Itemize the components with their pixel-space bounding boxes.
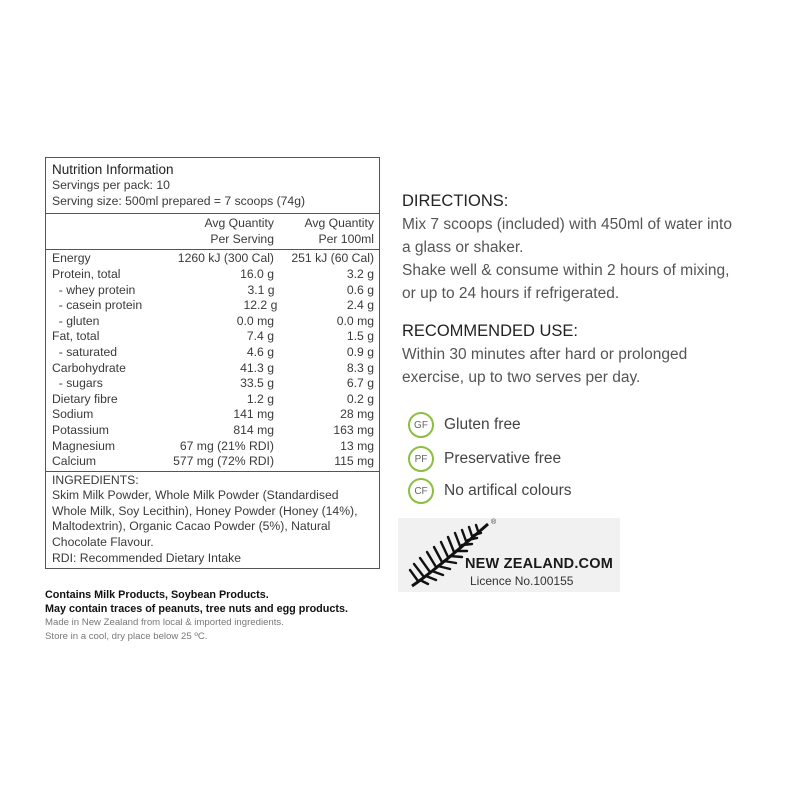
nutrient-row <box>52 361 374 377</box>
nutrient-name: Energy <box>52 251 91 266</box>
per-serving-value: 4.6 g <box>246 344 274 359</box>
registered-mark: ® <box>491 519 497 526</box>
recommended-use-section <box>402 320 742 389</box>
per-100ml-value: 0.6 g <box>346 282 374 297</box>
per-serving-value: 1260 kJ (300 Cal) <box>177 251 274 266</box>
may-contain-note: May contain traces of peanuts, tree nuts and egg products. <box>45 602 348 615</box>
per-100ml-value: 1.5 g <box>346 329 374 344</box>
nutrient-rows <box>46 250 379 471</box>
directions-text-1: Mix 7 scoops (included) with 450ml of water into a glass or shaker. <box>402 216 732 256</box>
nutrient-row <box>52 439 374 455</box>
pf-badge-icon: PF <box>408 446 434 472</box>
directions-text-2: Shake well & consume within 2 hours of mixing, or up to 24 hours if refrigerated. <box>402 262 730 302</box>
nutrition-title: Nutrition Information <box>52 162 174 177</box>
nutrient-row <box>52 314 374 330</box>
per-serving-value: 41.3 g <box>240 360 274 375</box>
nutrient-row <box>52 423 374 439</box>
nutrient-row <box>52 283 374 299</box>
per-100ml-value: 0.0 mg <box>336 313 374 328</box>
ingredients-section <box>46 472 379 569</box>
recommended-text: Within 30 minutes after hard or prolonged exercise, up to two serves per day. <box>402 346 688 386</box>
cf-badge-icon: CF <box>408 478 434 504</box>
nutrient-name: Calcium <box>52 454 97 469</box>
nutrient-name: Protein, total <box>52 266 121 281</box>
per-serving-value: 7.4 g <box>246 329 274 344</box>
gf-badge-icon: GF <box>408 412 434 438</box>
nutrient-name: Fat, total <box>52 329 100 344</box>
nutrition-panel <box>45 157 380 569</box>
servings-per-pack: Servings per pack: 10 <box>52 178 170 192</box>
nutrient-row <box>52 298 374 314</box>
nutrient-name: - sugars <box>52 376 103 391</box>
nutrient-row <box>52 251 374 267</box>
per-100ml-value: 28 mg <box>340 407 374 422</box>
feature-label: Gluten free <box>444 416 521 433</box>
per-100ml-value: 163 mg <box>333 422 374 437</box>
per-100ml-value: 2.4 g <box>346 298 374 313</box>
per-100ml-value: 3.2 g <box>346 266 374 281</box>
nutrient-name: Magnesium <box>52 438 115 453</box>
feature-no-artificial-colours <box>408 478 572 504</box>
feature-gluten-free <box>408 412 521 438</box>
per-100ml-value: 8.3 g <box>346 360 374 375</box>
nz-brand-text: NEW ZEALAND.COM <box>465 556 613 572</box>
feature-label: Preservative free <box>444 450 562 467</box>
per-serving-value: 577 mg (72% RDI) <box>173 454 274 469</box>
nutrient-row <box>52 329 374 345</box>
nutrient-name: Potassium <box>52 422 109 437</box>
per-serving-value: 1.2 g <box>246 391 274 406</box>
nutrient-name: Dietary fibre <box>52 391 118 406</box>
ingredients-text: Skim Milk Powder, Whole Milk Powder (Standardised Whole Milk, Soy Lecithin), Honey Powder (Honey (14%), Maltodextrin), Organic Cacao Powder (5%), Natural Chocolate Flavour. <box>52 488 358 550</box>
per-100ml-header-line2: Per 100ml <box>318 231 374 246</box>
per-serving-value: 67 mg (21% RDI) <box>179 438 274 453</box>
per-100ml-value: 0.9 g <box>346 344 374 359</box>
per-100ml-header <box>274 216 374 247</box>
per-serving-value: 141 mg <box>233 407 274 422</box>
nutrient-name: - whey protein <box>52 282 136 297</box>
feature-preservative-free <box>408 446 561 472</box>
storage-note: Store in a cool, dry place below 25 ºC. <box>45 630 208 642</box>
nutrient-row <box>52 407 374 423</box>
per-100ml-value: 0.2 g <box>346 391 374 406</box>
nutrient-name: - gluten <box>52 313 100 328</box>
per-serving-header-line2: Per Serving <box>210 231 274 246</box>
directions-section <box>402 190 742 305</box>
ingredients-label: INGREDIENTS: <box>52 472 139 487</box>
per-100ml-value: 115 mg <box>334 454 374 469</box>
column-headers <box>46 214 379 250</box>
per-100ml-value: 6.7 g <box>346 376 374 391</box>
directions-heading: DIRECTIONS: <box>402 192 509 210</box>
per-serving-header <box>134 216 274 247</box>
per-serving-header-line1: Avg Quantity <box>204 216 274 231</box>
nutrient-row <box>52 392 374 408</box>
recommended-heading: RECOMMENDED USE: <box>402 322 579 340</box>
per-serving-value: 0.0 mg <box>236 313 274 328</box>
nutrient-row <box>52 376 374 392</box>
nutrient-row <box>52 345 374 361</box>
rdi-note: RDI: Recommended Dietary Intake <box>52 550 241 565</box>
nutrition-header <box>46 158 379 214</box>
contains-note: Contains Milk Products, Soybean Products. <box>45 589 269 601</box>
nz-licence-text: Licence No.100155 <box>470 574 574 588</box>
serving-size: Serving size: 500ml prepared = 7 scoops (74g) <box>52 193 306 208</box>
new-zealand-logo <box>398 518 620 592</box>
allergen-notes <box>45 589 385 643</box>
nutrient-name: - saturated <box>52 344 118 359</box>
nutrient-name: Carbohydrate <box>52 360 126 375</box>
per-serving-value: 16.0 g <box>240 266 274 281</box>
per-serving-value: 33.5 g <box>240 376 274 391</box>
per-100ml-header-line1: Avg Quantity <box>304 216 374 231</box>
nutrient-row <box>52 454 374 470</box>
made-in-note: Made in New Zealand from local & imported ingredients. <box>45 617 284 628</box>
per-100ml-value: 251 kJ (60 Cal) <box>291 251 374 266</box>
per-serving-value: 3.1 g <box>247 282 275 297</box>
nutrient-name: Sodium <box>52 407 94 422</box>
per-serving-value: 12.2 g <box>243 298 278 313</box>
nutrient-name: - casein protein <box>52 298 143 313</box>
nutrient-row <box>52 267 374 283</box>
per-serving-value: 814 mg <box>233 422 274 437</box>
per-100ml-value: 13 mg <box>340 438 374 453</box>
feature-label: No artifical colours <box>444 482 572 499</box>
